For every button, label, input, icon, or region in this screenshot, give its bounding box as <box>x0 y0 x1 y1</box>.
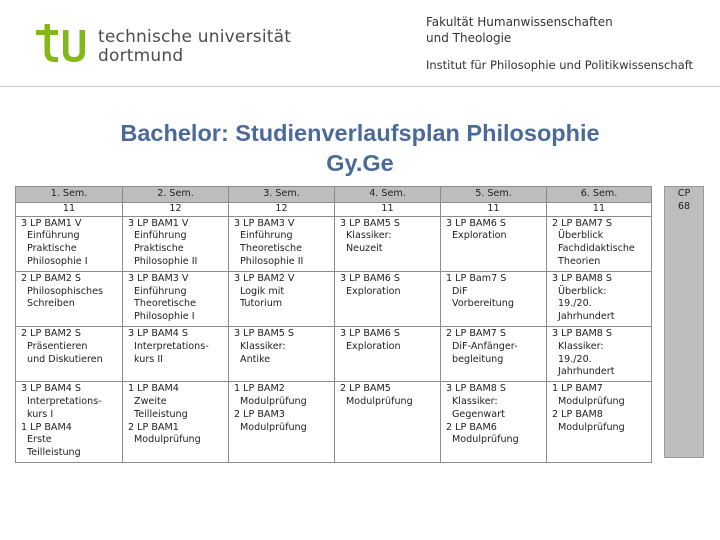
course-entry <box>552 328 647 379</box>
semester-header: 5. Sem. <box>441 187 547 203</box>
semester-header-row <box>16 187 652 203</box>
course-title-line: Neuzeit <box>346 243 383 255</box>
course-title-line: Schreiben <box>27 298 75 310</box>
course-title-line: Exploration <box>452 230 507 242</box>
course-code: 3 LP BAM8 S <box>552 272 612 284</box>
course-code: 2 LP BAM2 S <box>21 272 81 284</box>
plan-cell <box>229 382 335 463</box>
plan-cell <box>123 326 229 381</box>
semester-cp: 11 <box>547 202 652 216</box>
course-title-line: kurs I <box>27 408 54 420</box>
course-code: 2 LP BAM6 <box>446 421 497 433</box>
course-title-line: DiF <box>452 285 468 297</box>
course-code: 3 LP BAM6 S <box>446 217 506 229</box>
course-code: 2 LP BAM7 S <box>446 327 506 339</box>
course-title-line: Philosophie II <box>134 255 198 267</box>
page-title <box>20 118 700 178</box>
course-entry <box>446 328 542 366</box>
semester-cp-row <box>16 202 652 216</box>
faculty-block <box>426 14 693 73</box>
course-title-line: Präsentieren <box>27 340 88 352</box>
course-code: 2 LP BAM1 <box>128 421 179 433</box>
course-code: 2 LP BAM7 S <box>552 217 612 229</box>
course-title-line: begleitung <box>452 353 504 365</box>
course-entry <box>552 409 647 435</box>
semester-header: 6. Sem. <box>547 187 652 203</box>
plan-cell <box>16 326 123 381</box>
course-entry <box>21 383 118 421</box>
course-title-line: Klassiker: <box>452 395 498 407</box>
course-code: 2 LP BAM3 <box>234 408 285 420</box>
course-entry <box>340 383 436 409</box>
course-title-line: Überblick: <box>558 285 607 297</box>
course-title-line: Klassiker: <box>240 340 286 352</box>
course-title-line: Fachdidaktische <box>558 243 635 255</box>
course-code: 3 LP BAM5 S <box>234 327 294 339</box>
plan-cell <box>229 271 335 326</box>
course-code: 2 LP BAM8 <box>552 408 603 420</box>
course-title-line: Philosophie I <box>134 311 195 323</box>
semester-header: 4. Sem. <box>335 187 441 203</box>
university-name <box>98 28 291 66</box>
study-plan-table <box>15 186 652 463</box>
course-code: 1 LP BAM4 <box>21 421 72 433</box>
course-entry <box>446 422 542 448</box>
course-code: 3 LP BAM8 S <box>446 383 506 395</box>
total-credit-points-column <box>664 186 704 458</box>
plan-row <box>16 326 652 381</box>
course-code: 3 LP BAM4 S <box>21 383 81 395</box>
university-name-line1: technische universität <box>98 27 292 47</box>
course-title-line: Teilleistung <box>134 408 188 420</box>
course-title-line: Theoretische <box>134 298 197 310</box>
course-title-line: Modulprüfung <box>240 421 307 433</box>
course-title-line: Exploration <box>346 340 401 352</box>
course-title-line: Interpretations- <box>27 395 102 407</box>
course-entry <box>21 273 118 311</box>
plan-cell <box>335 326 441 381</box>
header-divider <box>0 86 720 87</box>
course-entry <box>446 383 542 421</box>
plan-cell <box>335 216 441 271</box>
course-entry <box>128 422 224 448</box>
course-title-line: Klassiker: <box>558 340 604 352</box>
course-title-line: Logik mit <box>240 285 285 297</box>
total-cp-label: CP <box>677 188 691 199</box>
plan-cell <box>123 216 229 271</box>
university-name-line2: dortmund <box>98 46 184 66</box>
plan-cell <box>547 382 652 463</box>
course-entry <box>234 383 330 409</box>
plan-cell <box>229 326 335 381</box>
course-code: 3 LP BAM2 V <box>234 272 295 284</box>
course-title-line: Zweite <box>134 395 167 407</box>
faculty-name-line1: Fakultät Humanwissenschaften <box>426 15 613 29</box>
course-entry <box>21 422 118 460</box>
course-title-line: Theorien <box>558 255 601 267</box>
course-title-line: 19./20. <box>558 353 592 365</box>
course-code: 3 LP BAM4 S <box>128 327 188 339</box>
course-code: 1 LP BAM4 <box>128 383 179 395</box>
page-title-line2: Gy.Ge <box>326 150 394 176</box>
course-code: 3 LP BAM5 S <box>340 217 400 229</box>
course-entry <box>234 218 330 269</box>
course-title-line: Modulprüfung <box>452 434 519 446</box>
plan-cell <box>335 271 441 326</box>
course-title-line: Modulprüfung <box>558 395 625 407</box>
plan-cell <box>441 326 547 381</box>
institute-name: Institut für Philosophie und Politikwissenschaft <box>426 58 694 72</box>
semester-cp: 11 <box>335 202 441 216</box>
course-title-line: Überblick <box>558 230 604 242</box>
course-code: 1 LP BAM7 <box>552 383 603 395</box>
course-entry <box>446 218 542 244</box>
plan-row <box>16 382 652 463</box>
course-title-line: und Diskutieren <box>27 353 103 365</box>
plan-cell <box>123 382 229 463</box>
course-entry <box>128 328 224 366</box>
course-title-line: Interpretations- <box>134 340 209 352</box>
course-entry <box>234 409 330 435</box>
course-title-line: Praktische <box>134 243 184 255</box>
page-title-line1: Bachelor: Studienverlaufsplan Philosophie <box>120 120 600 146</box>
course-title-line: Klassiker: <box>346 230 392 242</box>
faculty-name-line2: und Theologie <box>426 31 512 45</box>
plan-row <box>16 216 652 271</box>
course-entry <box>340 328 436 354</box>
course-title-line: Modulprüfung <box>134 434 201 446</box>
course-title-line: Modulprüfung <box>346 395 413 407</box>
course-title-line: Theoretische <box>240 243 303 255</box>
course-code: 3 LP BAM6 S <box>340 327 400 339</box>
course-title-line: Praktische <box>27 243 77 255</box>
course-title-line: Einführung <box>27 230 80 242</box>
course-title-line: Philosophie II <box>240 255 304 267</box>
course-entry <box>128 218 224 269</box>
course-title-line: Einführung <box>134 230 187 242</box>
semester-cp: 11 <box>16 202 123 216</box>
course-code: 2 LP BAM2 S <box>21 327 81 339</box>
semester-cp: 11 <box>441 202 547 216</box>
course-entry <box>234 273 330 311</box>
plan-cell <box>123 271 229 326</box>
semester-header: 1. Sem. <box>16 187 123 203</box>
plan-row <box>16 271 652 326</box>
course-title-line: Jahrhundert <box>558 366 615 378</box>
course-entry <box>446 273 542 311</box>
total-cp-value: 68 <box>677 200 691 212</box>
course-title-line: Exploration <box>346 285 401 297</box>
course-code: 2 LP BAM5 <box>340 383 391 395</box>
course-title-line: Modulprüfung <box>558 421 625 433</box>
course-code: 3 LP BAM3 V <box>128 272 189 284</box>
plan-cell <box>441 216 547 271</box>
course-entry <box>234 328 330 366</box>
course-title-line: kurs II <box>134 353 163 365</box>
course-title-line: Vorbereitung <box>452 298 514 310</box>
semester-cp: 12 <box>229 202 335 216</box>
course-title-line: Philosophisches <box>27 285 104 297</box>
semester-cp: 12 <box>123 202 229 216</box>
tu-logo-icon <box>36 24 92 68</box>
plan-cell <box>16 216 123 271</box>
course-title-line: Erste <box>27 434 52 446</box>
course-title-line: Einführung <box>240 230 293 242</box>
course-code: 3 LP BAM3 V <box>234 217 295 229</box>
course-title-line: Tutorium <box>240 298 283 310</box>
plan-cell <box>547 326 652 381</box>
course-title-line: Antike <box>240 353 271 365</box>
plan-cell <box>335 382 441 463</box>
course-title-line: 19./20. <box>558 298 592 310</box>
semester-header: 2. Sem. <box>123 187 229 203</box>
plan-cell <box>229 216 335 271</box>
course-entry <box>128 273 224 324</box>
course-code: 1 LP Bam7 S <box>446 272 507 284</box>
course-code: 3 LP BAM6 S <box>340 272 400 284</box>
course-entry <box>552 218 647 269</box>
course-code: 3 LP BAM8 S <box>552 327 612 339</box>
plan-cell <box>547 216 652 271</box>
plan-cell <box>547 271 652 326</box>
course-title-line: Gegenwart <box>452 408 505 420</box>
plan-cell <box>16 271 123 326</box>
course-title-line: Philosophie I <box>27 255 88 267</box>
course-entry <box>21 218 118 269</box>
course-title-line: Modulprüfung <box>240 395 307 407</box>
course-entry <box>340 218 436 256</box>
course-title-line: DiF-Anfänger- <box>452 340 518 352</box>
course-title-line: Teilleistung <box>27 447 81 459</box>
course-entry <box>552 273 647 324</box>
course-title-line: Jahrhundert <box>558 311 615 323</box>
plan-cell <box>441 271 547 326</box>
plan-cell <box>441 382 547 463</box>
course-entry <box>128 383 224 421</box>
course-entry <box>340 273 436 299</box>
semester-header: 3. Sem. <box>229 187 335 203</box>
course-entry <box>21 328 118 366</box>
plan-cell <box>16 382 123 463</box>
course-entry <box>552 383 647 409</box>
course-code: 3 LP BAM1 V <box>21 217 82 229</box>
course-code: 1 LP BAM2 <box>234 383 285 395</box>
course-code: 3 LP BAM1 V <box>128 217 189 229</box>
course-title-line: Einführung <box>134 285 187 297</box>
